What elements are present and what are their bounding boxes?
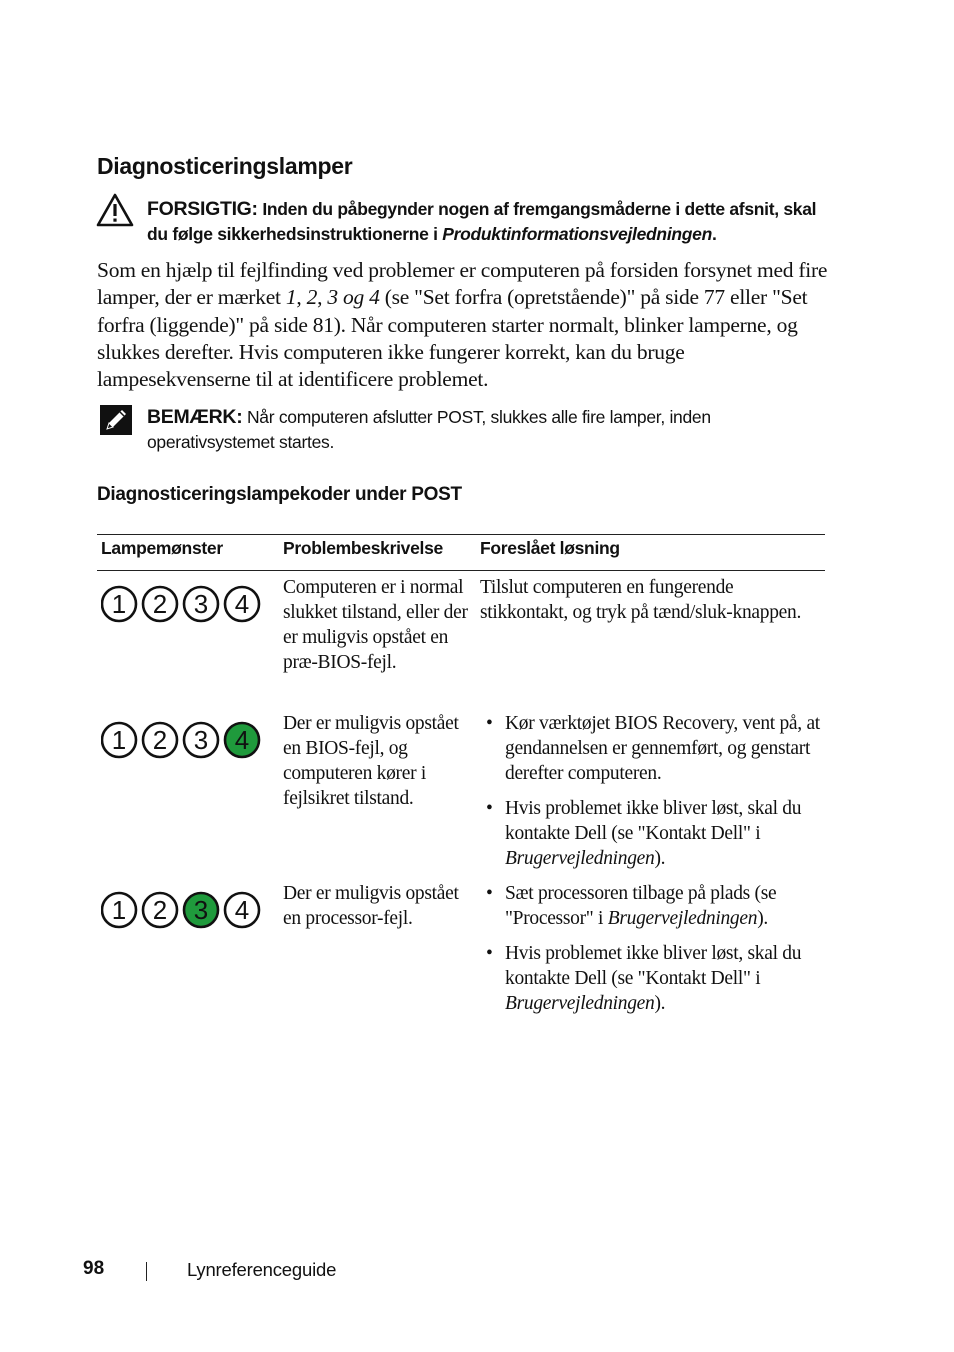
solution-row-3 xyxy=(480,881,825,1026)
note-label: BEMÆRK: xyxy=(147,406,243,428)
note-pencil-icon xyxy=(100,405,132,435)
lamp-number-4: 4 xyxy=(234,589,250,619)
caution-label: FORSIGTIG: xyxy=(147,198,258,220)
comma-1: , xyxy=(296,285,307,310)
bullet-doc-title: Brugervejledningen xyxy=(505,848,655,869)
solution-text: Tilslut computeren en fungerende stikkontakt, og tryk på tænd/sluk-knappen. xyxy=(480,577,802,623)
lamp-number-1: 1 xyxy=(111,725,127,755)
table-title: Diagnosticeringslampekoder under POST xyxy=(97,484,462,505)
footer-title: Lynreferenceguide xyxy=(187,1259,337,1280)
problem-description-row-2: Der er muligvis opstået en BIOS-fejl, og computeren kører i fejlsikret tilstand. xyxy=(283,713,459,809)
lamp-label-2: 2 xyxy=(306,285,318,310)
bullet-text: Sæt processoren tilbage på plads (se "Processor" i xyxy=(505,883,777,929)
table-header-rule xyxy=(97,570,825,571)
bullet-end: ). xyxy=(654,848,666,869)
solution-row-1 xyxy=(480,575,825,625)
lamp-number-3: 3 xyxy=(193,589,209,619)
header-lamp-pattern: Lampemønster xyxy=(101,538,223,558)
caution-notice xyxy=(147,197,837,247)
problem-description-row-1: Computeren er i normal slukket tilstand, eller der er muligvis opstået en præ-BIOS-fejl. xyxy=(283,577,468,673)
caution-end: . xyxy=(712,224,717,244)
lamp-number-1: 1 xyxy=(111,589,127,619)
lamp-number-3: 3 xyxy=(193,895,209,925)
solution-list xyxy=(480,881,825,1016)
bullet-end: ). xyxy=(757,908,768,929)
page-number: 98 xyxy=(83,1258,105,1279)
solution-bullet xyxy=(480,941,825,1016)
lamp-label-3-4: 3 og 4 xyxy=(327,285,380,310)
lamp-number-4: 4 xyxy=(234,895,250,925)
solution-bullet xyxy=(480,796,825,871)
note-notice xyxy=(147,405,837,455)
bullet-text: Hvis problemet ikke bliver løst, skal du kontakte Dell (se "Kontakt Dell" i xyxy=(505,798,802,844)
caution-text: Inden du påbegynder nogen af fremgangsmåderne i dette afsnit, skal du følge sikkerhedsinstruktionerne i xyxy=(147,199,817,244)
bullet-text: Kør værktøjet BIOS Recovery, vent på, at gendannelsen er gennemført, og genstart derefter computeren. xyxy=(505,713,820,784)
comma-2: , xyxy=(317,285,328,310)
solution-list xyxy=(480,711,825,871)
intro-text-2: (se "Set forfra (opretstående)" på side 77 eller "Set forfra (liggende)" på side 81). Når computeren starter normalt, blinker lamperne, og slukkes derefter. Hvis computeren ikke fungerer korrekt, kan du bruge lampesekvenserne til at identificere problemet. xyxy=(97,285,808,392)
lamp-number-1: 1 xyxy=(111,895,127,925)
bullet-end: ). xyxy=(654,993,666,1014)
intro-text-1: Som en hjælp til fejlfinding ved problemer er computeren på forsiden forsynet med fire lamper, der er mærket xyxy=(97,258,828,310)
problem-description-row-3: Der er muligvis opstået en processor-fejl. xyxy=(283,883,459,929)
note-text: Når computeren afslutter POST, slukkes alle fire lamper, inden operativsystemet startes. xyxy=(147,407,711,452)
lamp-pattern-row-2 xyxy=(101,721,261,759)
header-problem-description: Problembeskrivelse xyxy=(283,538,443,558)
lamp-number-2: 2 xyxy=(152,589,168,619)
table-top-rule xyxy=(97,534,825,535)
footer-divider xyxy=(146,1262,147,1281)
solution-bullet xyxy=(480,711,825,786)
lamp-number-2: 2 xyxy=(152,895,168,925)
lamp-label-1: 1 xyxy=(285,285,297,310)
caution-doc-title: Produktinformationsvejledningen xyxy=(442,224,712,244)
solution-row-2 xyxy=(480,711,825,881)
solution-bullet xyxy=(480,881,825,931)
lamp-number-4: 4 xyxy=(234,725,250,755)
header-suggested-solution: Foreslået løsning xyxy=(480,538,620,558)
intro-paragraph xyxy=(97,257,832,393)
lamp-pattern-row-1 xyxy=(101,585,261,623)
bullet-doc-title: Brugervejledningen xyxy=(505,993,655,1014)
lamp-number-3: 3 xyxy=(193,725,209,755)
section-heading: Diagnosticeringslamper xyxy=(97,153,353,179)
bullet-text: Hvis problemet ikke bliver løst, skal du kontakte Dell (se "Kontakt Dell" i xyxy=(505,943,802,989)
bullet-doc-title: Brugervejledningen xyxy=(607,908,758,929)
lamp-pattern-row-3 xyxy=(101,891,261,929)
caution-warning-icon xyxy=(96,193,134,227)
lamp-number-2: 2 xyxy=(152,725,168,755)
